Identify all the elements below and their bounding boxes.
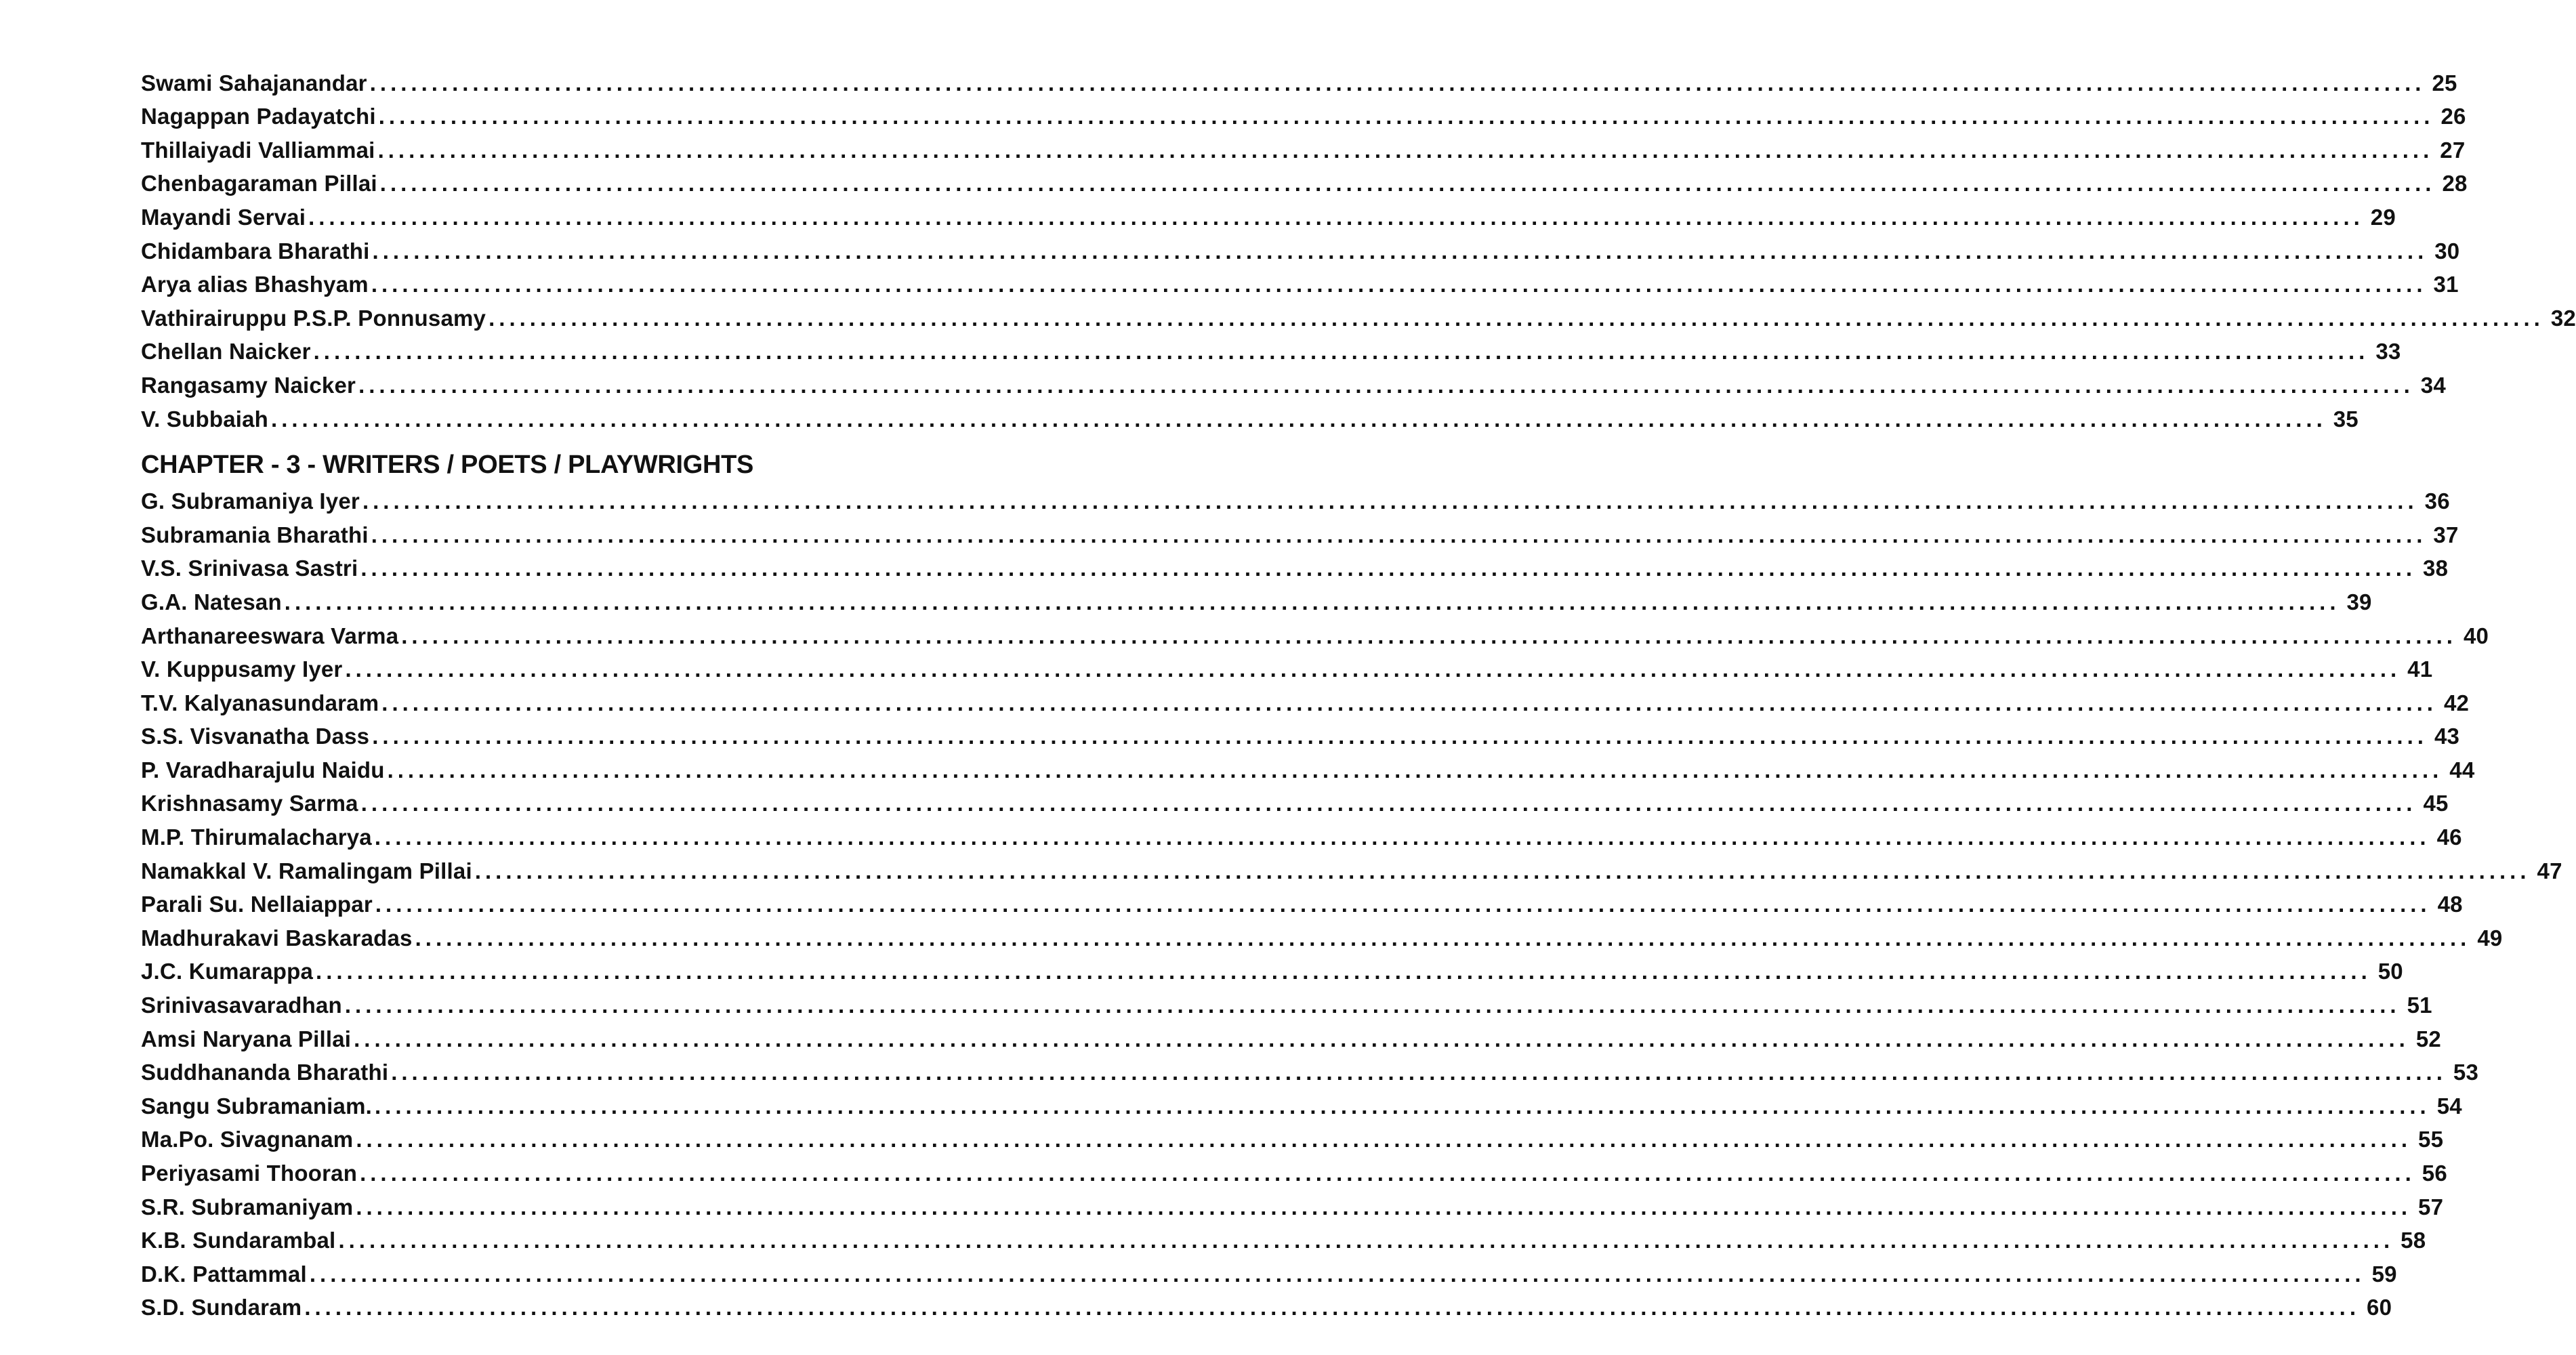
- toc-entry-title: D.K. Pattammal: [141, 1261, 307, 1287]
- dot-leader: ........................................................................................................................................................................................................: [271, 406, 2327, 432]
- toc-entry-title: Swami Sahajanandar: [141, 70, 367, 96]
- dot-leader: ........................................................................................................................................................................................................: [356, 1194, 2412, 1220]
- toc-entry: [141, 196, 2396, 230]
- toc-entry-page-number: 25: [2432, 70, 2457, 96]
- toc-entry-page-number: 39: [2346, 589, 2372, 614]
- toc-entry-page-number: 30: [2434, 238, 2460, 264]
- toc-entry-title: Amsi Naryana Pillai: [141, 1026, 352, 1051]
- toc-entry-page-number: 58: [2401, 1228, 2426, 1253]
- toc-entry: [141, 1220, 2426, 1254]
- dot-leader: ........................................................................................................................................................................................................: [372, 724, 2428, 749]
- toc-entry-title: Suddhananda Bharathi: [141, 1060, 389, 1085]
- toc-entry-page-number: 40: [2463, 623, 2489, 648]
- toc-entry-page-number: 46: [2436, 825, 2462, 850]
- toc-entry-page-number: 47: [2537, 858, 2562, 883]
- toc-entry: [141, 331, 2401, 365]
- toc-entry: [141, 398, 2359, 432]
- toc-entry-page-number: 53: [2453, 1060, 2479, 1085]
- toc-entry: [141, 783, 2449, 817]
- toc-entry: [141, 548, 2449, 582]
- toc-entry: [141, 581, 2372, 615]
- toc-entry-page-number: 45: [2423, 791, 2449, 816]
- toc-entry-page-number: 59: [2371, 1261, 2397, 1287]
- toc-entry: [141, 1052, 2479, 1086]
- toc-entry-title: Mayandi Servai: [141, 204, 306, 230]
- toc-entry: [141, 264, 2459, 298]
- toc-entry: [141, 1018, 2441, 1052]
- toc-entry: [141, 749, 2475, 783]
- table-of-contents: [141, 62, 2576, 1320]
- toc-entry-title: Chidambara Bharathi: [141, 238, 370, 264]
- toc-entry: [141, 62, 2457, 96]
- toc-entry-title: Arthanareeswara Varma: [141, 623, 399, 648]
- toc-entry-title: Krishnasamy Sarma: [141, 791, 358, 816]
- toc-entry-title: Arya alias Bhashyam: [141, 272, 369, 297]
- toc-entry: [141, 716, 2460, 750]
- toc-entry-title: S.D. Sundaram: [141, 1295, 302, 1320]
- toc-entry-page-number: 48: [2437, 892, 2463, 917]
- dot-leader: ........................................................................................................................................................................................................: [316, 959, 2371, 984]
- toc-entry-page-number: 28: [2442, 171, 2468, 196]
- dot-leader: ........................................................................................................................................................................................................: [345, 656, 2401, 682]
- toc-entry-page-number: 49: [2477, 925, 2503, 951]
- toc-entry-title: K.B. Sundarambal: [141, 1228, 336, 1253]
- toc-entry-title: Ma.Po. Sivagnanam: [141, 1127, 354, 1152]
- toc-entry: [141, 1253, 2397, 1287]
- dot-leader: ........................................................................................................................................................................................................: [474, 858, 2531, 883]
- toc-entry-title: Thillaiyadi Valliammai: [141, 137, 375, 163]
- toc-entry-title: V. Subbaiah: [141, 406, 269, 432]
- toc-entry-page-number: 43: [2434, 724, 2460, 749]
- toc-entry-page-number: 38: [2423, 556, 2449, 581]
- toc-entry: [141, 96, 2466, 130]
- toc-entry-page-number: 51: [2407, 993, 2432, 1018]
- dot-leader: ........................................................................................................................................................................................................: [377, 137, 2434, 163]
- toc-entry-title: Nagappan Padayatchi: [141, 104, 376, 129]
- toc-entry: [141, 951, 2403, 985]
- toc-entry-page-number: 37: [2433, 522, 2459, 547]
- dot-leader: ........................................................................................................................................................................................................: [308, 204, 2364, 230]
- toc-entry-page-number: 34: [2420, 372, 2446, 398]
- toc-entry-title: Chellan Naicker: [141, 339, 311, 364]
- toc-entry: [141, 129, 2466, 163]
- dot-leader: ........................................................................................................................................................................................................: [356, 1127, 2412, 1152]
- dot-leader: ........................................................................................................................................................................................................: [381, 690, 2437, 715]
- toc-entry-page-number: 56: [2422, 1161, 2447, 1186]
- dot-leader: ........................................................................................................................................................................................................: [360, 556, 2417, 581]
- toc-entry: [141, 682, 2470, 716]
- dot-leader: ........................................................................................................................................................................................................: [379, 171, 2436, 196]
- chapter-heading: CHAPTER - 3 - WRITERS / POETS / PLAYWRIGHTS: [141, 450, 754, 479]
- toc-entry-title: Periyasami Thooran: [141, 1161, 358, 1186]
- toc-entry: [141, 481, 2450, 515]
- toc-entry-title: Namakkal V. Ramalingam Pillai: [141, 858, 472, 883]
- dot-leader: ........................................................................................................................................................................................................: [415, 925, 2471, 951]
- toc-entry-title: S.R. Subramaniyam: [141, 1194, 354, 1220]
- toc-entry-page-number: 26: [2440, 104, 2466, 129]
- dot-leader: ........................................................................................................................................................................................................: [374, 825, 2430, 850]
- dot-leader: ........................................................................................................................................................................................................: [354, 1026, 2409, 1051]
- dot-leader: ........................................................................................................................................................................................................: [375, 1093, 2430, 1119]
- toc-entry-title: Vathirairuppu P.S.P. Ponnusamy: [141, 305, 486, 331]
- toc-entry-page-number: 60: [2367, 1295, 2392, 1320]
- toc-entry-page-number: 52: [2415, 1026, 2441, 1051]
- dot-leader: ........................................................................................................................................................................................................: [387, 757, 2443, 783]
- toc-entry: [141, 297, 2576, 331]
- dot-leader: ........................................................................................................................................................................................................: [372, 238, 2428, 264]
- toc-entry-title: G.A. Natesan: [141, 589, 282, 614]
- dot-leader: ........................................................................................................................................................................................................: [309, 1261, 2365, 1287]
- toc-entry-page-number: 55: [2418, 1127, 2444, 1152]
- toc-entry-page-number: 42: [2443, 690, 2470, 715]
- toc-entry: [141, 884, 2463, 918]
- toc-entry: [141, 917, 2503, 951]
- toc-entry-page-number: 44: [2449, 757, 2475, 783]
- toc-entry-page-number: 57: [2418, 1194, 2444, 1220]
- toc-entry-title: Sangu Subramaniam.: [141, 1093, 373, 1119]
- toc-entry-title: Subramania Bharathi: [141, 522, 369, 547]
- toc-entry-title: J.C. Kumarappa: [141, 959, 314, 984]
- dot-leader: ........................................................................................................................................................................................................: [401, 623, 2457, 648]
- toc-entry: [141, 514, 2459, 548]
- toc-entry: [141, 984, 2432, 1018]
- dot-leader: ........................................................................................................................................................................................................: [489, 305, 2544, 331]
- toc-entry-page-number: 50: [2377, 959, 2403, 984]
- dot-leader: ........................................................................................................................................................................................................: [358, 372, 2414, 398]
- toc-entry: [141, 850, 2562, 884]
- toc-entry-title: Srinivasavaradhan: [141, 993, 342, 1018]
- toc-entry-page-number: 31: [2433, 272, 2459, 297]
- dot-leader: ........................................................................................................................................................................................................: [362, 488, 2418, 514]
- toc-entry-page-number: 27: [2440, 137, 2466, 163]
- toc-entry: [141, 364, 2446, 398]
- toc-entry: [141, 1287, 2392, 1321]
- dot-leader: ........................................................................................................................................................................................................: [369, 70, 2426, 96]
- toc-entry: [141, 1186, 2444, 1220]
- toc-entry-page-number: 35: [2333, 406, 2359, 432]
- toc-entry-page-number: 32: [2550, 305, 2576, 331]
- toc-entry-title: T.V. Kalyanasundaram: [141, 690, 379, 715]
- dot-leader: ........................................................................................................................................................................................................: [371, 272, 2427, 297]
- toc-entry: [141, 1152, 2447, 1186]
- dot-leader: ........................................................................................................................................................................................................: [313, 339, 2369, 364]
- toc-section-1: [141, 62, 2576, 432]
- toc-entry-title: V. Kuppusamy Iyer: [141, 656, 343, 682]
- toc-entry: [141, 163, 2468, 197]
- dot-leader: ........................................................................................................................................................................................................: [344, 993, 2401, 1018]
- toc-entry-title: P. Varadharajulu Naidu: [141, 757, 385, 783]
- toc-section-chapter-3: [141, 481, 2562, 1321]
- dot-leader: ........................................................................................................................................................................................................: [284, 589, 2340, 614]
- dot-leader: ........................................................................................................................................................................................................: [338, 1228, 2394, 1253]
- toc-entry: [141, 649, 2433, 683]
- toc-entry: [141, 230, 2460, 264]
- toc-entry-page-number: 54: [2436, 1093, 2462, 1119]
- toc-entry: [141, 816, 2462, 850]
- dot-leader: ........................................................................................................................................................................................................: [371, 522, 2427, 547]
- toc-entry-title: G. Subramaniya Iyer: [141, 488, 360, 514]
- dot-leader: ........................................................................................................................................................................................................: [304, 1295, 2361, 1320]
- toc-entry-title: V.S. Srinivasa Sastri: [141, 556, 358, 581]
- toc-entry-page-number: 41: [2407, 656, 2433, 682]
- toc-entry-title: Chenbagaraman Pillai: [141, 171, 377, 196]
- dot-leader: ........................................................................................................................................................................................................: [375, 892, 2431, 917]
- dot-leader: ........................................................................................................................................................................................................: [391, 1060, 2447, 1085]
- dot-leader: ........................................................................................................................................................................................................: [360, 791, 2417, 816]
- toc-entry-title: Rangasamy Naicker: [141, 372, 356, 398]
- toc-entry-title: M.P. Thirumalacharya: [141, 825, 372, 850]
- dot-leader: ........................................................................................................................................................................................................: [360, 1161, 2415, 1186]
- toc-entry-page-number: 33: [2375, 339, 2401, 364]
- toc-entry-title: Madhurakavi Baskaradas: [141, 925, 413, 951]
- toc-entry-page-number: 36: [2424, 488, 2450, 514]
- toc-entry-title: S.S. Visvanatha Dass: [141, 724, 370, 749]
- dot-leader: ........................................................................................................................................................................................................: [378, 104, 2434, 129]
- toc-entry: [141, 615, 2489, 649]
- toc-entry: [141, 1119, 2444, 1153]
- toc-entry-title: Parali Su. Nellaiappar: [141, 892, 373, 917]
- toc-entry: [141, 1085, 2462, 1119]
- toc-entry-page-number: 29: [2370, 204, 2396, 230]
